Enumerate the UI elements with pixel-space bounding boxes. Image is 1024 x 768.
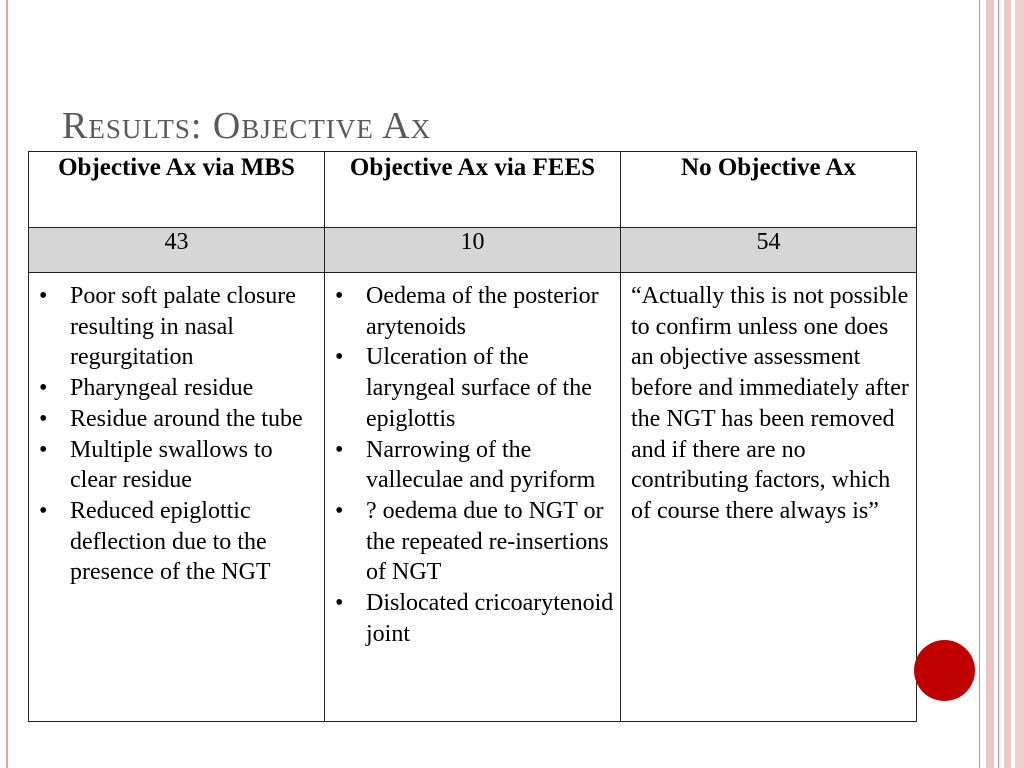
finding-text: Multiple swallows to clear residue — [70, 436, 273, 494]
no-ax-quote: “Actually this is not possible to confirm unless one does an objective assessment before and immediately after the NGT has been removed and if there are no contributing factors, which of course there always is” — [631, 283, 909, 524]
finding-text: Reduced epiglottic deflection due to the presence of the NGT — [70, 497, 271, 586]
finding-text: Poor soft palate closure resulting in nasal regurgitation — [70, 283, 296, 371]
bullet-icon: • — [39, 497, 48, 524]
header-no-ax: No Objective Ax — [621, 152, 917, 228]
finding-text: Dislocated cricoarytenoid joint — [366, 590, 614, 647]
list-item — [37, 496, 318, 588]
bullet-icon: • — [335, 497, 344, 524]
bullet-icon: • — [335, 436, 344, 463]
bullet-icon: • — [39, 436, 48, 463]
right-stripe — [979, 0, 980, 768]
header-row — [29, 152, 917, 228]
finding-text: Pharyngeal residue — [70, 375, 254, 402]
bullet-icon: • — [39, 375, 48, 402]
fees-findings-list — [333, 281, 614, 649]
list-item — [37, 281, 318, 373]
right-stripe — [1004, 0, 1011, 768]
list-item — [333, 281, 614, 342]
list-item — [37, 373, 318, 404]
header-mbs: Objective Ax via MBS — [29, 152, 325, 228]
results-table — [28, 151, 917, 722]
list-item — [333, 588, 614, 649]
finding-text: Residue around the tube — [70, 405, 303, 432]
red-circle-decoration — [914, 640, 975, 701]
right-stripe — [1015, 0, 1024, 768]
count-mbs: 43 — [29, 228, 325, 273]
list-item — [333, 496, 614, 588]
list-item — [37, 435, 318, 496]
list-item — [37, 404, 318, 435]
fees-findings-cell — [325, 273, 621, 722]
finding-text: Ulceration of the laryngeal surface of the epiglottis — [366, 344, 592, 432]
finding-text: ? oedema due to NGT or the repeated re-insertions of NGT — [366, 497, 609, 586]
bullet-icon: • — [335, 283, 344, 309]
slide-title: Results: Objective Ax — [62, 105, 432, 147]
left-border-line — [6, 0, 8, 768]
count-row — [29, 228, 917, 273]
list-item — [333, 342, 614, 434]
right-stripe — [998, 0, 999, 768]
no-ax-quote-cell — [621, 273, 917, 722]
list-item — [333, 435, 614, 496]
finding-text: Narrowing of the valleculae and pyriform — [366, 436, 596, 494]
count-fees: 10 — [325, 228, 621, 273]
bullet-icon: • — [335, 344, 344, 371]
mbs-findings-cell — [29, 273, 325, 722]
bullet-icon: • — [335, 590, 344, 617]
bullet-icon: • — [39, 405, 48, 432]
bullet-icon: • — [39, 283, 48, 309]
count-no-ax: 54 — [621, 228, 917, 273]
finding-text: Oedema of the posterior arytenoids — [366, 283, 599, 340]
mbs-findings-list — [37, 281, 318, 588]
header-fees: Objective Ax via FEES — [325, 152, 621, 228]
findings-row — [29, 273, 917, 722]
right-stripe — [986, 0, 994, 768]
